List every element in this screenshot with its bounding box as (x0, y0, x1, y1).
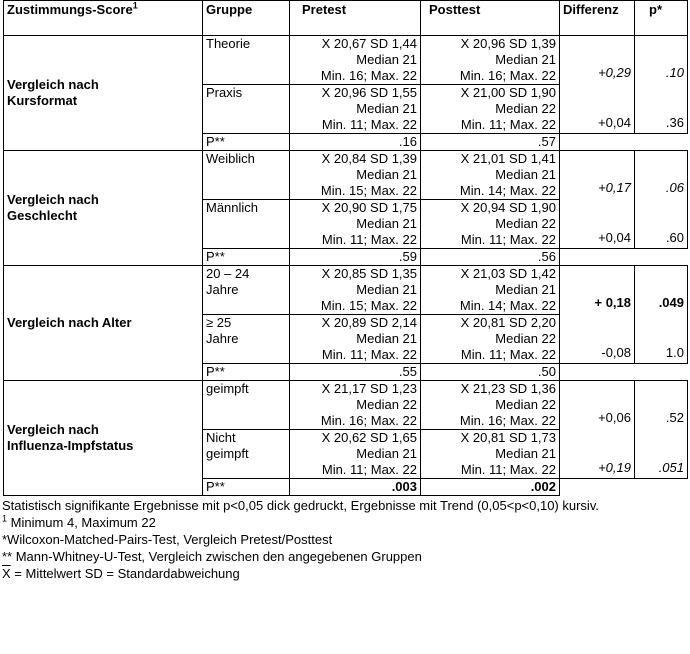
pretest-stats: $\overline{X}$ 20,67 SD 1,44 Median 21 Min. 16; Max. 22 (290, 36, 421, 85)
group-title: Vergleich nach Kursformat (4, 36, 203, 151)
table-row (4, 381, 688, 430)
subgroup-label: geimpft (203, 381, 290, 430)
pretest-stats: $\overline{X}$ 20,90 SD 1,75 Median 21 Min. 11; Max. 22 (290, 200, 421, 249)
posttest-stats: $\overline{X}$ 20,96 SD 1,39 Median 21 Min. 16; Max. 22 (421, 36, 560, 85)
posttest-stats: $\overline{X}$ 21,03 SD 1,42 Median 21 Min. 14; Max. 22 (421, 266, 560, 315)
p-label: P** (203, 249, 290, 266)
results-table (3, 0, 688, 496)
diff-cell: +0,17 +0,04 (560, 151, 635, 249)
diff-cell: + 0,18 -0,08 (560, 266, 635, 364)
diff-cell: +0,29 +0,04 (560, 36, 635, 134)
pretest-stats: $\overline{X}$ 20,85 SD 1,35 Median 21 Min. 15; Max. 22 (290, 266, 421, 315)
posttest-stats: $\overline{X}$ 21,00 SD 1,90 Median 22 Min. 11; Max. 22 (421, 85, 560, 134)
header-p: p* (635, 1, 688, 36)
subgroup-label: 20 – 24 Jahre (203, 266, 290, 315)
p-label: P** (203, 479, 290, 496)
footnote-minmax: $^1$ Minimum 4, Maximum 22 (2, 513, 156, 530)
p-cell: .52 .051 (635, 381, 688, 479)
group-title: Vergleich nach Alter (4, 266, 203, 381)
header-pretest: Pretest (290, 1, 421, 36)
table-row (4, 266, 688, 315)
subgroup-label: Praxis (203, 85, 290, 134)
pretest-stats: $\overline{X}$ 20,62 SD 1,65 Median 21 Min. 11; Max. 22 (290, 430, 421, 479)
posttest-stats: $\overline{X}$ 20,94 SD 1,90 Median 22 Min. 11; Max. 22 (421, 200, 560, 249)
subgroup-label: Weiblich (203, 151, 290, 200)
header-posttest: Posttest (421, 1, 560, 36)
p-pretest: .59 (290, 249, 421, 266)
footnote-significance: Statistisch signifikante Ergebnisse mit p<0,05 dick gedruckt, Ergebnisse mit Trend (0,05<p<0,10) kursiv. (2, 498, 599, 513)
p-label: P** (203, 134, 290, 151)
p-pretest: .55 (290, 364, 421, 381)
subgroup-label: Theorie (203, 36, 290, 85)
p-pretest: .003 (290, 479, 421, 496)
header-row (4, 1, 688, 36)
posttest-stats: $\overline{X}$ 20,81 SD 2,20 Median 22 Min. 11; Max. 22 (421, 315, 560, 364)
header-score: Zustimmungs-Score$^1$ (4, 1, 203, 36)
footnotes (2, 497, 690, 582)
p-cell: .06 .60 (635, 151, 688, 249)
posttest-stats: $\overline{X}$ 21,23 SD 1,36 Median 22 Min. 16; Max. 22 (421, 381, 560, 430)
empty-cell (560, 249, 688, 266)
p-cell: .049 1.0 (635, 266, 688, 364)
pretest-stats: $\overline{X}$ 21,17 SD 1,23 Median 22 Min. 16; Max. 22 (290, 381, 421, 430)
subgroup-label: ≥ 25 Jahre (203, 315, 290, 364)
footnote-legend: $\overline{X}$ = Mittelwert SD = Standardabweichung (2, 566, 240, 581)
subgroup-label: Männlich (203, 200, 290, 249)
p-posttest: .002 (421, 479, 560, 496)
header-differenz: Differenz (560, 1, 635, 36)
pretest-stats: $\overline{X}$ 20,84 SD 1,39 Median 21 Min. 15; Max. 22 (290, 151, 421, 200)
posttest-stats: $\overline{X}$ 20,81 SD 1,73 Median 21 Min. 11; Max. 22 (421, 430, 560, 479)
footnote-wilcoxon: *Wilcoxon-Matched-Pairs-Test, Vergleich Pretest/Posttest (2, 532, 333, 547)
pretest-stats: $\overline{X}$ 20,96 SD 1,55 Median 21 Min. 11; Max. 22 (290, 85, 421, 134)
p-label: P** (203, 364, 290, 381)
footnote-mann-whitney: ** Mann-Whitney-U-Test, Vergleich zwischen den angegebenen Gruppen (2, 549, 422, 564)
p-posttest: .50 (421, 364, 560, 381)
group-title: Vergleich nach Influenza-Impfstatus (4, 381, 203, 496)
group-title: Vergleich nach Geschlecht (4, 151, 203, 266)
empty-cell (560, 364, 688, 381)
table-row (4, 36, 688, 85)
p-posttest: .56 (421, 249, 560, 266)
posttest-stats: $\overline{X}$ 21,01 SD 1,41 Median 21 Min. 14; Max. 22 (421, 151, 560, 200)
subgroup-label: Nicht geimpft (203, 430, 290, 479)
p-posttest: .57 (421, 134, 560, 151)
diff-cell: +0,06 +0,19 (560, 381, 635, 479)
header-gruppe: Gruppe (203, 1, 290, 36)
p-pretest: .16 (290, 134, 421, 151)
empty-cell (560, 479, 688, 496)
pretest-stats: $\overline{X}$ 20,89 SD 2,14 Median 21 Min. 11; Max. 22 (290, 315, 421, 364)
empty-cell (560, 134, 688, 151)
p-cell: .10 .36 (635, 36, 688, 134)
table-row (4, 151, 688, 200)
